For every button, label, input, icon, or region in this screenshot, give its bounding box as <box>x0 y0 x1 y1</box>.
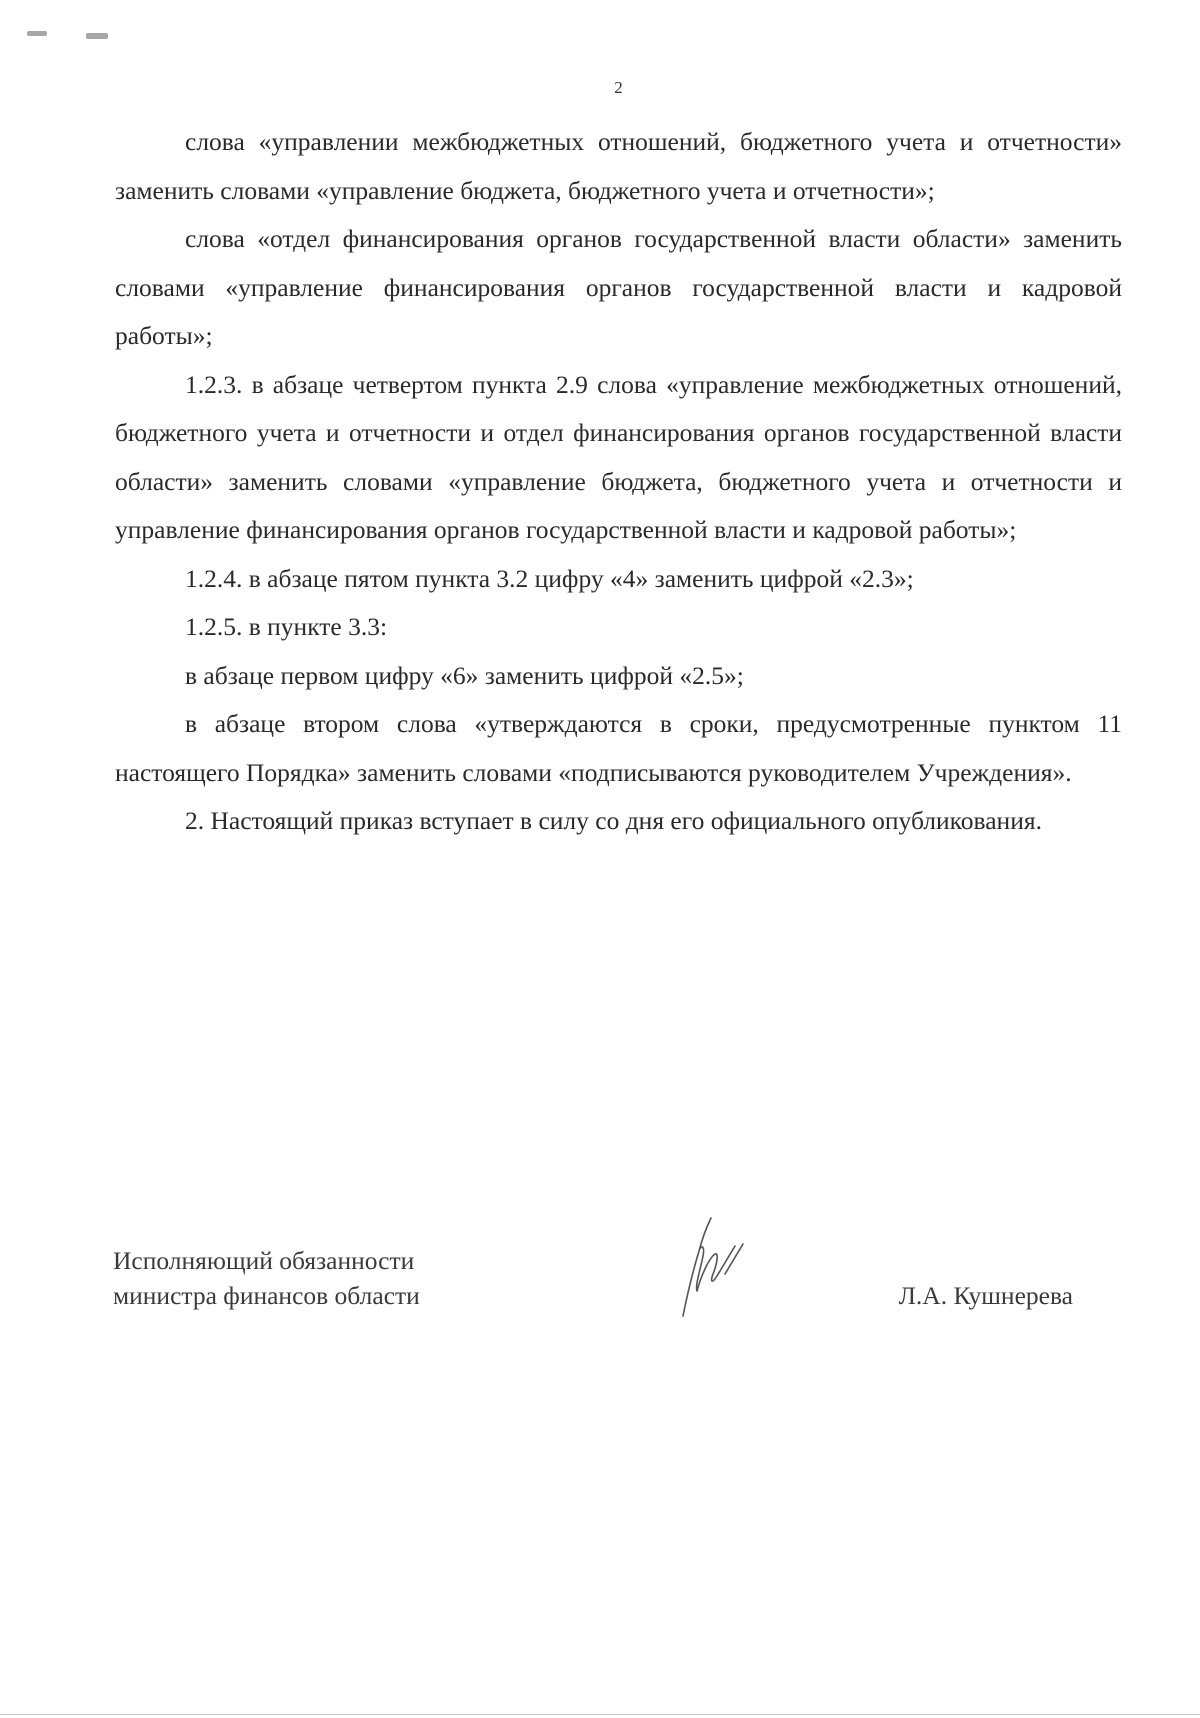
paragraph: 1.2.5. в пункте 3.3: <box>185 612 388 641</box>
paragraph: 1.2.3. в абзаце четвертом пункта 2.9 слова «управление межбюджетных отношений, бюджетного учета и отчетности и отдел финансирования органов государственной власти области» заменить словами «управление бюджета, бюджетного учета и отчетности и управление финансирования органов государственной власти и кадровой работы»; <box>115 369 1122 544</box>
signatory-title-line: министра финансов области <box>113 1281 420 1310</box>
signatory-title <box>113 1243 633 1313</box>
paragraph: в абзаце втором слова «утверждаются в сроки, предусмотренные пунктом 11 настоящего Порядка» заменить словами «подписываются руководителем Учреждения». <box>115 709 1122 787</box>
paragraph: в абзаце первом цифру «6» заменить цифрой «2.5»; <box>185 660 744 690</box>
paragraph: слова «управлении межбюджетных отношений, бюджетного учета и отчетности» заменить словами «управление бюджета, бюджетного учета и отчетности»; <box>115 127 1122 205</box>
scan-artifact <box>86 33 108 39</box>
document-body <box>115 118 1122 846</box>
paragraph: слова «отдел финансирования органов государственной власти области» заменить словами «управление финансирования органов государственной власти и кадровой работы»; <box>115 224 1122 350</box>
handwritten-signature <box>665 1216 755 1326</box>
scan-artifact <box>27 31 47 36</box>
page-number: 2 <box>614 78 623 97</box>
signatory-title-line: Исполняющий обязанности <box>113 1246 415 1275</box>
signature-block <box>113 1243 1123 1343</box>
scan-edge-line <box>0 1714 1200 1715</box>
signatory-name: Л.А. Кушнерева <box>898 1281 1073 1310</box>
paragraph: 1.2.4. в абзаце пятом пункта 3.2 цифру «4» заменить цифрой «2.3»; <box>185 563 914 593</box>
paragraph: 2. Настоящий приказ вступает в силу со дня его официального опубликования. <box>185 806 1042 835</box>
